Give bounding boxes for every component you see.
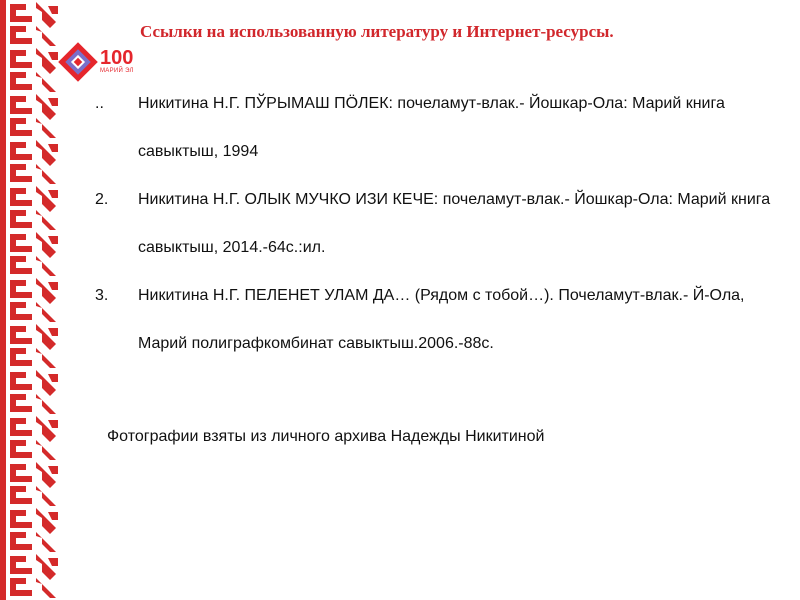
list-item-number: 3. (95, 287, 109, 304)
logo-subtitle: МАРИЙ ЭЛ (100, 68, 134, 74)
logo-number: 100 (100, 47, 134, 69)
list-item (95, 80, 785, 176)
ornament-border (0, 0, 62, 600)
list-item-text: Никитина Н.Г. ПЎРЫМАШ ПӦЛЕК: почеламут-влак.- Йошкар-Ола: Марий книга савыктыш, 1994 (138, 95, 725, 160)
list-item (95, 176, 785, 272)
list-item (95, 272, 785, 368)
logo-emblem-icon (56, 40, 100, 84)
page-title: Ссылки на использованную литературу и Интернет-ресурсы. (140, 22, 614, 41)
list-item-number: 2. (95, 191, 109, 208)
list-item-text: Никитина Н.Г. ОЛЫК МУЧКО ИЗИ КЕЧЕ: почеламут-влак.- Йошкар-Ола: Марий книга савыктыш, 2014.-64с.:ил. (138, 191, 771, 256)
list-item-number: .. (95, 95, 104, 112)
photo-credit: Фотографии взяты из личного архива Надежды Никитиной (107, 428, 545, 445)
reference-list (95, 80, 785, 368)
list-item-text: Никитина Н.Г. ПЕЛЕНЕТ УЛАМ ДА… (Рядом с тобой…). Почеламут-влак.- Й-Ола, Марий полиграфкомбинат савыктыш.2006.-88с. (138, 287, 745, 352)
